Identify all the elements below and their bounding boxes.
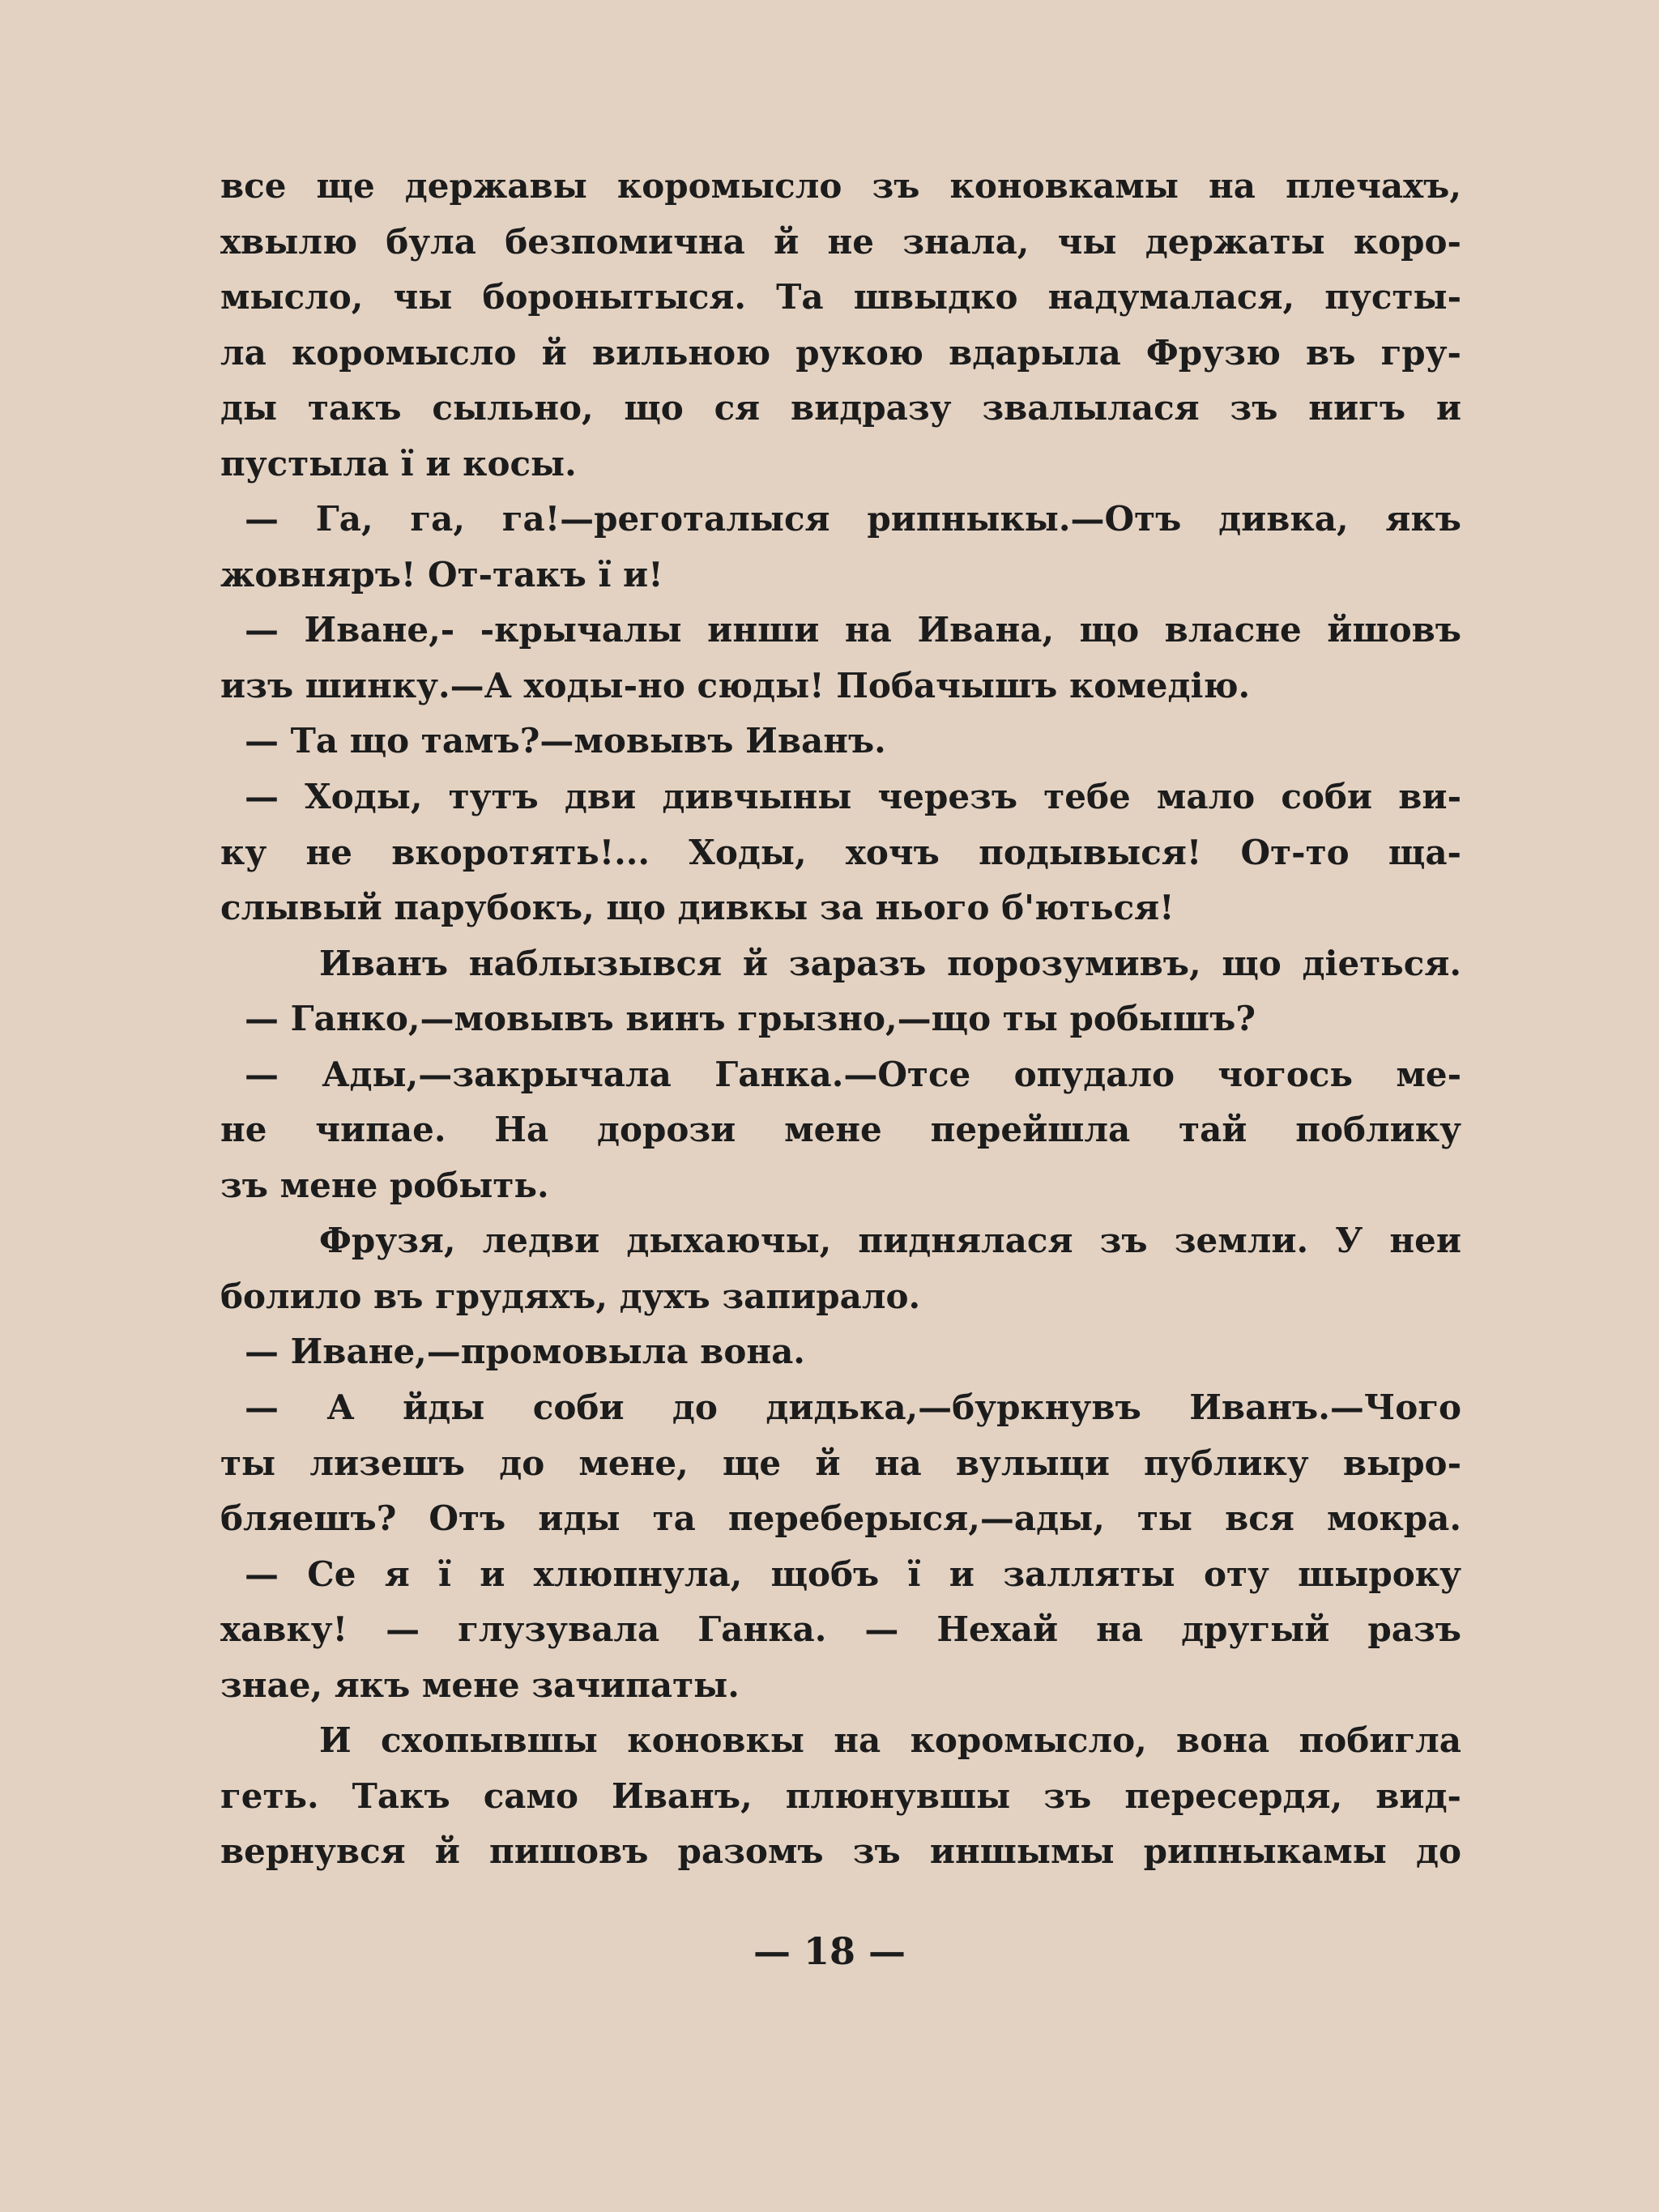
text-line: хвылю була безпомична й не знала, чы держаты коро- <box>220 221 1461 262</box>
text-line: Иванъ наблызывся й заразъ порозумивъ, що діеться. <box>319 943 1461 983</box>
text-line: — Ганко,—мовывъ винъ грызно,—що ты робышъ? <box>245 999 1256 1039</box>
text-line: не чипае. На дорози мене перейшла тай поблику <box>220 1110 1461 1150</box>
text-line: — Та що тамъ?—мовывъ Иванъ. <box>245 721 886 761</box>
text-line: слывый парубокъ, що дивкы за нього б'ються! <box>220 888 1175 928</box>
text-line: мысло, чы боронытыся. Та швыдко надумалася, пусты- <box>220 277 1461 318</box>
text-line: изъ шинку.—А ходы-но сюды! Побачышъ комедію. <box>220 665 1251 705</box>
text-line: жовняръ! От-такъ ї и! <box>220 554 663 595</box>
text-line: — Ходы, тутъ дви дивчыны черезъ тебе мало соби ви- <box>245 777 1461 817</box>
text-line: ды такъ сыльно, що ся видразу звалылася зъ нигъ и <box>220 388 1461 428</box>
text-line: И схопывшы коновкы на коромысло, вона побигла <box>319 1720 1461 1761</box>
text-line: пустыла ї и косы. <box>220 443 577 484</box>
text-line: ла коромысло й вильною рукою вдарыла Фрузю въ гру- <box>220 332 1461 373</box>
text-line: болило въ грудяхъ, духъ запирало. <box>220 1276 921 1316</box>
text-line: зъ мене робыть. <box>220 1165 549 1205</box>
text-line: — Иване,- -крычалы инши на Ивана, що власне йшовъ <box>245 610 1461 650</box>
text-line: знае, якъ мене зачипаты. <box>220 1664 740 1705</box>
text-line: — Га, га, га!—реготалыся рипныкы.—Отъ дивка, якъ <box>245 499 1461 539</box>
text-line: все ще державы коромысло зъ коновкамы на плечахъ, <box>220 166 1461 206</box>
text-line: — Иване,—промовыла вона. <box>245 1332 805 1372</box>
text-line: бляешъ? Отъ иды та переберыся,—ады, ты вся мокра. <box>220 1498 1461 1539</box>
body-text <box>220 159 1461 1880</box>
text-line: — Ады,—закрычала Ганка.—Отсе опудало чогось ме- <box>245 1054 1461 1094</box>
text-line: ты лизешъ до мене, ще й на вулыци публику выро- <box>220 1443 1461 1483</box>
text-line: — А йды соби до дидька,—буркнувъ Иванъ.—Чого <box>245 1387 1461 1428</box>
text-line: Фрузя, ледви дыхаючы, пиднялася зъ земли. У неи <box>319 1221 1461 1261</box>
text-line: — Се я ї и хлюпнула, щобъ ї и залляты оту шыроку <box>245 1554 1461 1594</box>
text-line: вернувся й пишовъ разомъ зъ иншымы рипныкамы до <box>220 1831 1461 1872</box>
text-line: геть. Такъ само Иванъ, плюнувшы зъ пересердя, вид- <box>220 1775 1461 1816</box>
text-line: ку не вкоротять!... Ходы, хочъ подывыся! От-то ща- <box>220 832 1461 872</box>
page-number: — 18 — <box>753 1929 906 1973</box>
text-line: хавку! — глузувала Ганка. — Нехай на другый разъ <box>220 1609 1461 1650</box>
